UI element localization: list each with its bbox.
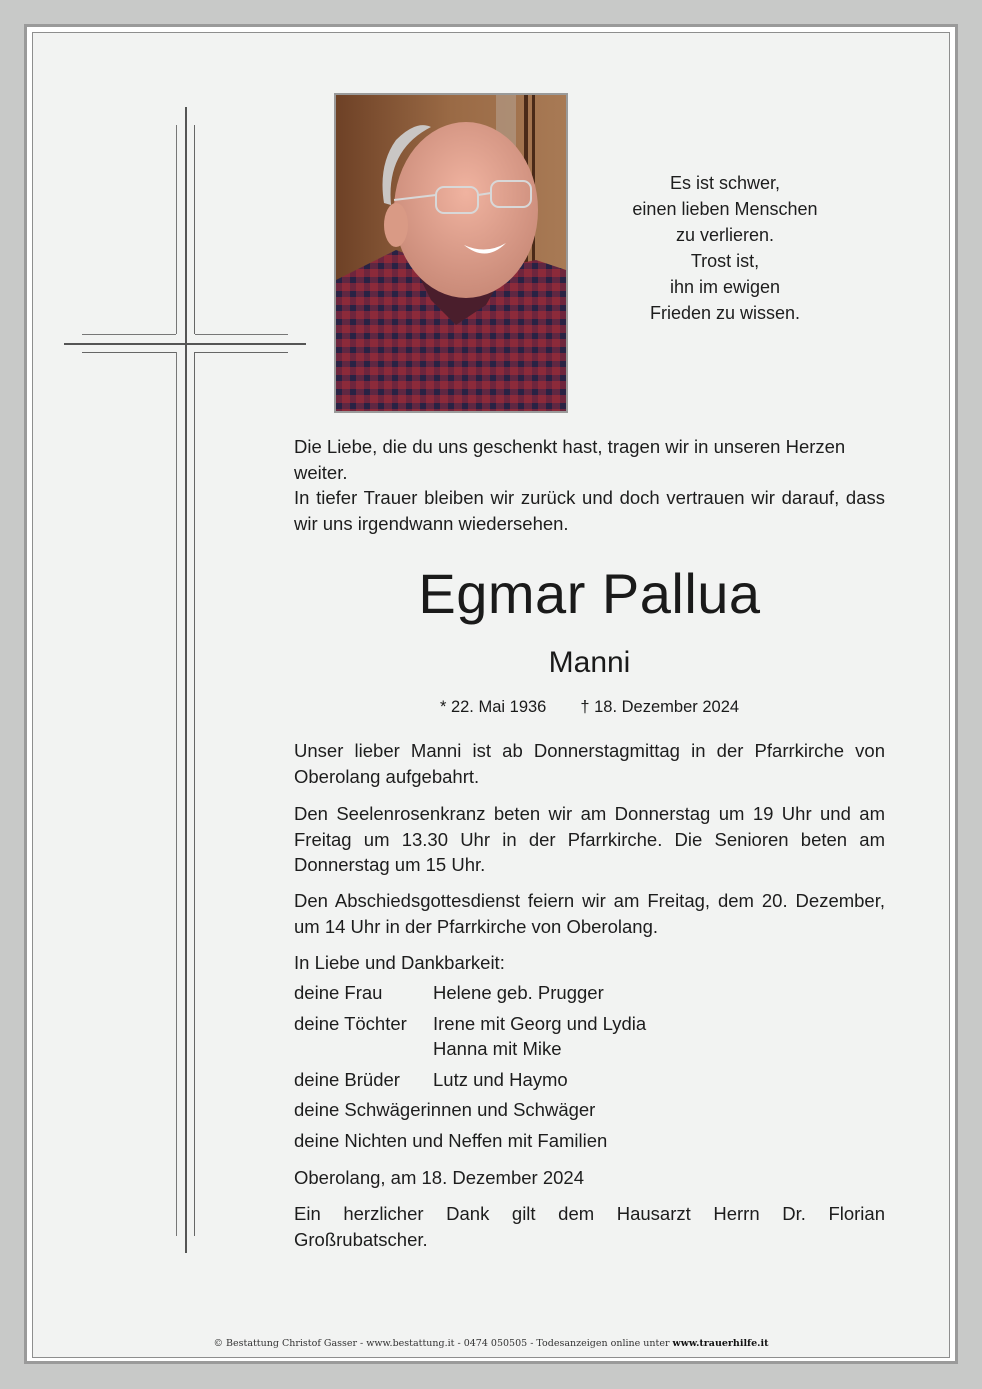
paragraph-viewing: Unser lieber Manni ist ab Donnerstagmittag in der Pfarrkirche von Oberolang aufgebahrt. (294, 740, 885, 787)
family-relation: deine Schwägerinnen und Schwäger (294, 1099, 596, 1120)
poem-line: Frieden zu wissen. (649, 303, 801, 323)
poem-line: einen lieben Menschen (632, 199, 818, 219)
family-list (294, 950, 885, 1158)
family-names: Helene geb. Prugger (433, 982, 604, 1003)
intro-paragraph-1: Die Liebe, die du uns geschenkt hast, tragen wir in unseren Herzen weiter. (294, 436, 846, 483)
intro-text (294, 434, 885, 536)
poem-line: Trost ist, (690, 251, 760, 271)
deceased-name: Egmar Pallua (418, 562, 761, 625)
footer-credits (32, 1337, 950, 1351)
footer-link[interactable]: www.trauerhilfe.it (672, 1338, 769, 1349)
family-row (294, 1011, 885, 1062)
family-heading: In Liebe und Dankbarkeit: (294, 952, 505, 973)
poem-line: zu verlieren. (675, 225, 775, 245)
birth-date: * 22. Mai 1936 (439, 698, 547, 716)
portrait-photo (334, 93, 568, 413)
family-row (294, 1128, 885, 1154)
family-names: Lutz und Haymo (433, 1068, 568, 1090)
thanks-text (294, 1201, 885, 1252)
life-dates (294, 695, 885, 719)
family-relation: deine Nichten und Neffen mit Familien (294, 1129, 608, 1151)
thanks-line-2: Großrubatscher. (294, 1228, 428, 1250)
family-row (294, 1097, 885, 1123)
family-row (294, 1067, 885, 1093)
death-date: † 18. Dezember 2024 (580, 698, 740, 716)
thanks-line-1: Ein herzlicher Dank gilt dem Hausarzt Herrn Dr. Florian (294, 1203, 885, 1224)
poem (600, 170, 850, 326)
family-relation: deine Brüder (294, 1068, 400, 1090)
family-names: Hanna mit Mike (433, 1038, 562, 1059)
poem-line: ihn im ewigen (669, 277, 781, 297)
family-relation: deine Töchter (294, 1012, 407, 1034)
family-names: Irene mit Georg und Lydia (433, 1012, 647, 1034)
poem-line: Es ist schwer, (669, 173, 781, 193)
family-row (294, 980, 885, 1006)
deceased-nickname: Manni (548, 646, 631, 679)
paragraph-funeral: Den Abschiedsgottesdienst feiern wir am Freitag, dem 20. Dezember, um 14 Uhr in der Pfarrkirche von Oberolang. (294, 890, 885, 937)
intro-paragraph-2: In tiefer Trauer bleiben wir zurück und doch vertrauen wir darauf, dass wir uns irgendwann wiedersehen. (294, 487, 885, 534)
paragraph-rosary: Den Seelenrosenkranz beten wir am Donnerstag um 19 Uhr und am Freitag um 13.30 Uhr in der Pfarrkirche. Die Senioren beten am Donnerstag um 15 Uhr. (294, 803, 885, 875)
place-date: Oberolang, am 18. Dezember 2024 (294, 1167, 585, 1188)
footer-text: © Bestattung Christof Gasser - www.bestattung.it - 0474 050505 - Todesanzeigen online unter (213, 1338, 673, 1349)
family-relation: deine Frau (294, 982, 383, 1003)
